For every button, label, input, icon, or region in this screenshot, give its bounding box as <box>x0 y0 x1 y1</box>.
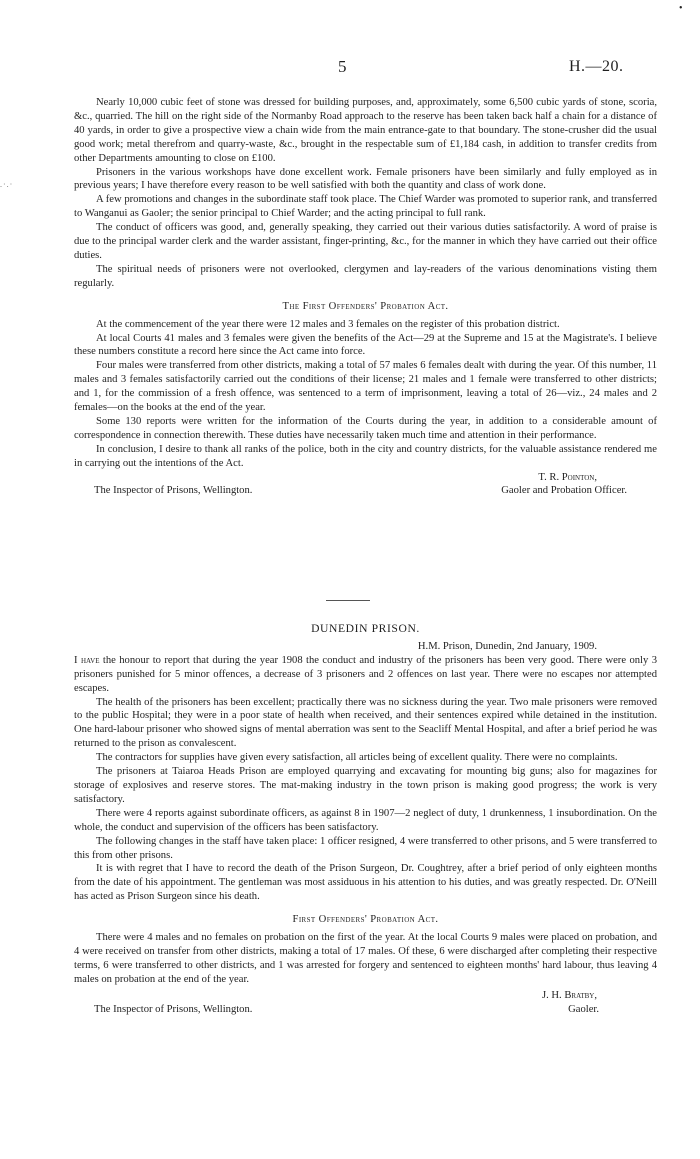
section-divider <box>326 600 370 601</box>
paragraph: The spiritual needs of prisoners were not overlooked, clergymen and lay-readers of the various denominations visting them regularly. <box>74 263 657 289</box>
paragraph: The prisoners at Taiaroa Heads Prison are employed quarrying and excavating for mounting big guns; also for magazines for storage of explosives and reserve stores. The mat-making industry in the town prison is making good progress; the work is very satisfactory. <box>74 766 657 805</box>
paragraph: The health of the prisoners has been excellent; practically there was no sickness during the year. Two male prisoners were removed to the public Hospital; they were in a poor state of health when received, and their sentences expired while detained in the institution. One hard-labour prisoner who showed signs of mental aberration was sent to the Seacliff Mental Hospital, and after a brief period he was returned to the prison as convalescent. <box>74 696 657 750</box>
paragraph: It is with regret that I have to record the death of the Prison Surgeon, Dr. Coughtrey, after a brief period of only eighteen months from the date of his appointment. The gentleman was most assiduous in his attention to his duties, and was greatly respected. Dr. O'Neill has acted as Prison Surgeon since his death. <box>74 863 657 903</box>
dateline: H.M. Prison, Dunedin, 2nd January, 1909. <box>417 640 597 652</box>
signature-block <box>74 484 657 498</box>
addressee: The Inspector of Prisons, Wellington. <box>94 485 253 497</box>
paragraph: Nearly 10,000 cubic feet of stone was dressed for building purposes, and, approximately, some 6,500 cubic yards of stone, scoria, &c., quarried. The hill on the right side of the Normanby Road approach to the reserve has been taken back half a chain for a distance of 40 yards, in order to give a prospective view a chain wide from the main entrance-gate to that boundary. The stone-crusher did the usual good work; metal therefrom and quarry-waste, &c., brought in the respectable sum of £1,184 cash, in addition to transfer credits from other Departments amounting to close on £100. <box>74 97 657 164</box>
paragraph: Some 130 reports were written for the information of the Courts during the year, in addition to a considerable amount of correspondence in connection therewith. These duties have necessarily taken much time and attention in their performance. <box>74 415 657 441</box>
signatory-title: Gaoler. <box>568 1003 599 1015</box>
opening-text: the honour to report that during the year 1908 the conduct and industry of the prisoners has been very good. There were only 3 prisoners punished for 5 minor offences, a decrease of 3 prisoners and 2 offences on last year. There were no escapes nor attempted escapes. <box>74 654 657 694</box>
opening-paragraph <box>74 654 657 696</box>
addressee: The Inspector of Prisons, Wellington. <box>94 1003 253 1015</box>
margin-mark: .·.· <box>0 180 14 189</box>
paragraph: Prisoners in the various workshops have done excellent work. Female prisoners have been similarly and fully employed as in previous years; I have therefore every reason to be well satisfied with both the quantity and class of work done. <box>74 166 657 192</box>
paragraph: The following changes in the staff have taken place: 1 officer resigned, 4 were transferred to other prisons, and 5 were transferred to this from other prisons. <box>74 835 657 861</box>
corner-mark: • <box>679 3 683 14</box>
signature-block <box>74 1003 657 1017</box>
paragraph: At local Courts 41 males and 3 females were given the benefits of the Act—29 at the Supreme and 15 at the Magistrate's. I believe these numbers constitute a record here since the Act came into force. <box>74 332 657 358</box>
document-reference: H.—20. <box>569 58 624 75</box>
paragraph: There were 4 reports against subordinate officers, as against 8 in 1907—2 neglect of duty, 1 drunkenness, 1 insubordination. On the whole, the conduct and supervision of the officers has been satisfactory. <box>74 807 657 833</box>
paragraph: The conduct of officers was good, and, generally speaking, they carried out their various duties satisfactorily. A word of praise is due to the principal warder clerk and the warder assistant, finger-printing, &c., for the manner in which they have carried out their office duties. <box>74 222 657 261</box>
opening-word: I have <box>74 654 100 666</box>
signatory-title: Gaoler and Probation Officer. <box>501 485 627 497</box>
paragraph: There were 4 males and no females on probation on the first of the year. At the local Courts 9 males were placed on probation, and 4 were received on transfer from other districts, making a total of 17 males. Of these, 6 were discharged after completing their respective terms, 6 were transferred to other districts, and 1 was arrested for forgery and sentenced to eighteen months' hard labour, thus leaving 4 males on probation at the end of the year. <box>74 932 657 985</box>
report-section-dunedin <box>74 622 657 1016</box>
section-heading: The First Offenders' Probation Act. <box>282 300 449 312</box>
report-section-wellington <box>74 96 657 498</box>
paragraph: In conclusion, I desire to thank all ranks of the police, both in the city and country districts, for the valuable assistance rendered me in carrying out the intentions of the Act. <box>74 443 657 469</box>
prison-title: DUNEDIN PRISON. <box>311 622 420 635</box>
signatory-name: T. R. Pointon, <box>538 471 597 483</box>
paragraph: At the commencement of the year there were 12 males and 3 females on the register of this probation district. <box>96 318 560 330</box>
paragraph: A few promotions and changes in the subordinate staff took place. The Chief Warder was promoted to superior rank, and transferred to Wanganui as Gaoler; the senior principal to Chief Warder; and the acting principal to full rank. <box>74 194 657 220</box>
paragraph: The contractors for supplies have given every satisfaction, all articles being of excellent quality. There were no complaints. <box>96 752 618 764</box>
paragraph: Four males were transferred from other districts, making a total of 57 males 6 females dealt with during the year. Of this number, 11 males and 3 females satisfactorily carried out the conditions of their license; 21 males and 1 female were transferred to other districts; and 1, for the commission of a fresh offence, was sentenced to a term of imprisonment, leaving a total of 26—viz., 24 males and 2 females—on the books at the end of the year. <box>74 360 657 414</box>
section-heading: First Offenders' Probation Act. <box>292 914 439 926</box>
signatory-name: J. H. Bratby, <box>541 989 597 1001</box>
page-number: 5 <box>338 57 347 76</box>
